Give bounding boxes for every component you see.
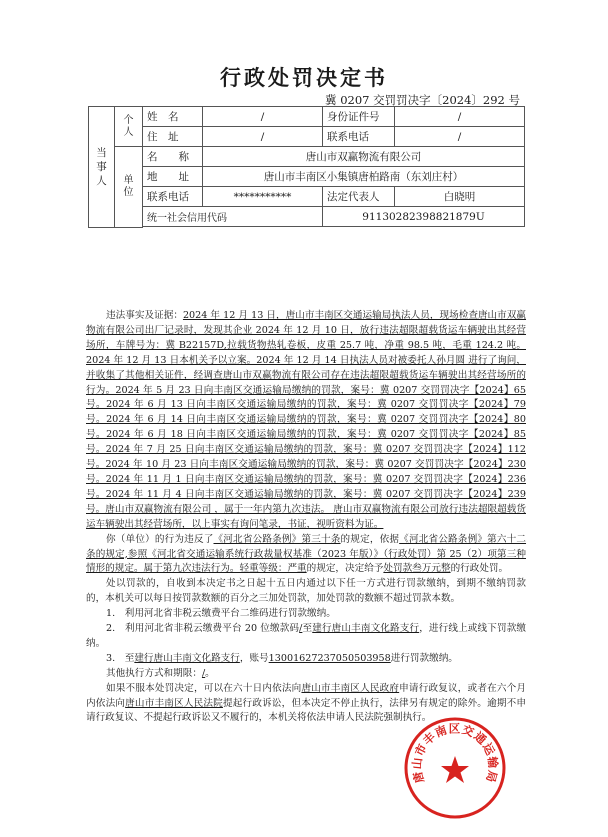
violated-law: 《河北省公路条例》第三十条	[213, 533, 341, 545]
legal-rep-value: 白晓明	[395, 187, 525, 207]
appeal-text-3: 提起行政诉讼，但本决定不停止执行，法律另有规定的除外。逾期不申请行政复议、不提起行政诉讼又不履行的，本机关将依法申请人民法院强制执行。	[86, 697, 527, 724]
appeal-text-1: 如果不服本处罚决定，可以在六十日内依法向	[106, 682, 302, 694]
document-title: 行政处罚决定书	[220, 65, 388, 90]
id-value: /	[395, 107, 525, 127]
seal-star	[441, 756, 469, 783]
party-label: 当事人	[89, 107, 115, 228]
credit-code-label: 统一社会信用代码	[143, 207, 323, 227]
seal-text: 唐山市丰南区交通运输局	[409, 721, 501, 785]
payment-method-3-text: 3. 至	[106, 652, 135, 664]
phone-label: 联系电话	[323, 127, 395, 147]
facts-paragraph	[86, 309, 526, 533]
unit-phone-value: ***********	[203, 187, 323, 207]
phone-value: /	[395, 127, 525, 147]
payment-method-3-tail: 进行罚款缴纳。	[390, 652, 458, 664]
facts-lead: 违法事实及证据：	[106, 310, 183, 321]
appeal-text-2: 申请行政复议，或者在六个月内依法向	[86, 682, 527, 709]
payment-method-2-text: 2. 利用河北省非税云缴费平台 20 位缴款码	[106, 623, 300, 635]
unit-address-label: 地 址	[143, 167, 203, 187]
individual-label: 个人	[115, 107, 143, 147]
payment-method-3	[86, 652, 526, 667]
legal-rep-label: 法定代表人	[323, 187, 395, 207]
document-number: 冀 0207 交罚罚决字〔2024〕292 号	[325, 93, 520, 107]
payment-method-2-tail: ，进行线上或线下罚款缴纳。	[86, 623, 527, 649]
payment-account: 13001627237050503958	[268, 652, 391, 664]
payment-method-1: 1. 利用河北省非税云缴费平台二维码进行罚款缴纳。	[106, 608, 336, 620]
violation-text-3: 的规定，决定给予	[306, 563, 384, 575]
name-label: 姓 名	[143, 107, 203, 127]
basis-law: 《河北省公路条例》第六十二条的规定,参照《河北省交通运输系统行政裁量权基准（2023 年版）》（行政处罚）第 25（2）项第三种情形的规定。属于第九次违法行为。轻重等级：严重	[86, 533, 527, 575]
violation-text-4: 的行政处罚。	[450, 563, 509, 575]
penalty-amount: 处罚款叁万元整	[383, 563, 451, 575]
payment-method-2	[86, 622, 526, 652]
decision-body	[86, 309, 526, 726]
party-info-table	[88, 106, 525, 228]
payment-code: /	[299, 623, 303, 635]
name-value: /	[203, 107, 323, 127]
payment-bank-2: 建行唐山丰南文化路支行	[134, 652, 240, 664]
review-authority: 唐山市丰南区人民政府	[301, 682, 400, 694]
id-label: 身份证件号	[323, 107, 395, 127]
violation-text-1: 你（单位）的行为违反了	[106, 533, 214, 545]
credit-code-value: 91130282398821879U	[323, 207, 525, 227]
unit-label: 单位	[115, 147, 143, 228]
address-value: /	[203, 127, 323, 147]
unit-address-value: 唐山市丰南区小集镇唐柏路南（东刘庄村）	[203, 167, 525, 187]
official-seal	[403, 716, 507, 820]
court-name: 唐山市丰南区人民法院	[125, 697, 223, 709]
payment-account-label: ，账号	[239, 652, 269, 664]
other-methods-end: 。	[205, 667, 215, 679]
violation-paragraph	[86, 533, 526, 578]
unit-name-label: 名 称	[143, 147, 203, 167]
other-methods-label: 其他执行方式和期限：	[106, 667, 202, 679]
other-methods	[86, 667, 526, 682]
address-label: 住 址	[143, 127, 203, 147]
payment-intro: 处以罚款的，自收到本决定书之日起十五日内通过以下任一方式进行罚款缴纳，到期不缴纳罚款的，本机关可以每日按罚款数额的百分之三加处罚款，加处罚款的数额不超过罚款本数。	[86, 578, 526, 605]
payment-method-2-to: 至	[302, 623, 313, 635]
unit-phone-label: 联系电话	[143, 187, 203, 207]
other-methods-value: /	[201, 667, 206, 679]
violation-text-2: 的规定，依据	[340, 533, 400, 545]
payment-bank-1: 建行唐山丰南文化路支行	[312, 623, 420, 635]
facts-text: 2024 年 12 月 13 日，唐山市丰南区交通运输局执法人员，现场检查唐山市双赢物流有限公司出厂记录时，发现其企业 2024 年 12 月 10 日，放行违法超限超载货运车辆驶出其经营场所，车牌号为：冀 B22157D,拉载货物热轧卷板，皮重 25.7 吨，净重 98.5 吨，毛重 124.2 吨。2024 年 12 月 13 日本机关予以立案。2024 年 12 月 14 日执法人员对被委托人孙月圆 进行了询问，并收集了其他相关证件，经调查唐山市双赢物流有限公司存在违法超限超载货运车辆驶出其经营场所的行为。2024 年 5 月 23 日向丰南区交通运输局缴纳的罚款，案号：冀 0207 交罚罚决字【2024】65 号。2024 年 6 月 13 日向丰南区交通运输局缴纳的罚款，案号：冀 0207 交罚罚决字【2024】79 号。2024 年 6 月 14 日向丰南区交通运输局缴纳的罚款，案号：冀 0207 交罚罚决字【2024】80 号。2024 年 6 月 18 日向丰南区交通运输局缴纳的罚款，案号：冀 0207 交罚罚决字【2024】85 号。2024 年 7 月 25 日向丰南区交通运输局缴纳的罚款，案号：冀 0207 交罚罚决字【2024】112 号。2024 年 10 月 23 日向丰南区交通运输局缴纳的罚款，案号：冀 0207 交罚罚决字【2024】230 号。2024 年 11 月 1 日向丰南区交通运输局缴纳的罚款，案号：冀 0207 交罚罚决字【2024】236 号。2024 年 11 月 4 日向丰南区交通运输局缴纳的罚款，案号：冀 0207 交罚罚决字【2024】239 号。唐山市双赢物流有限公司 ，属于一年内第九次违法。 唐山市双赢物流有限公司放行违法超限超载货运车辆驶出其经营场所，以上事实有询问笔录，书证，视听资料为证。	[86, 310, 527, 530]
unit-name-value: 唐山市双赢物流有限公司	[203, 147, 525, 167]
